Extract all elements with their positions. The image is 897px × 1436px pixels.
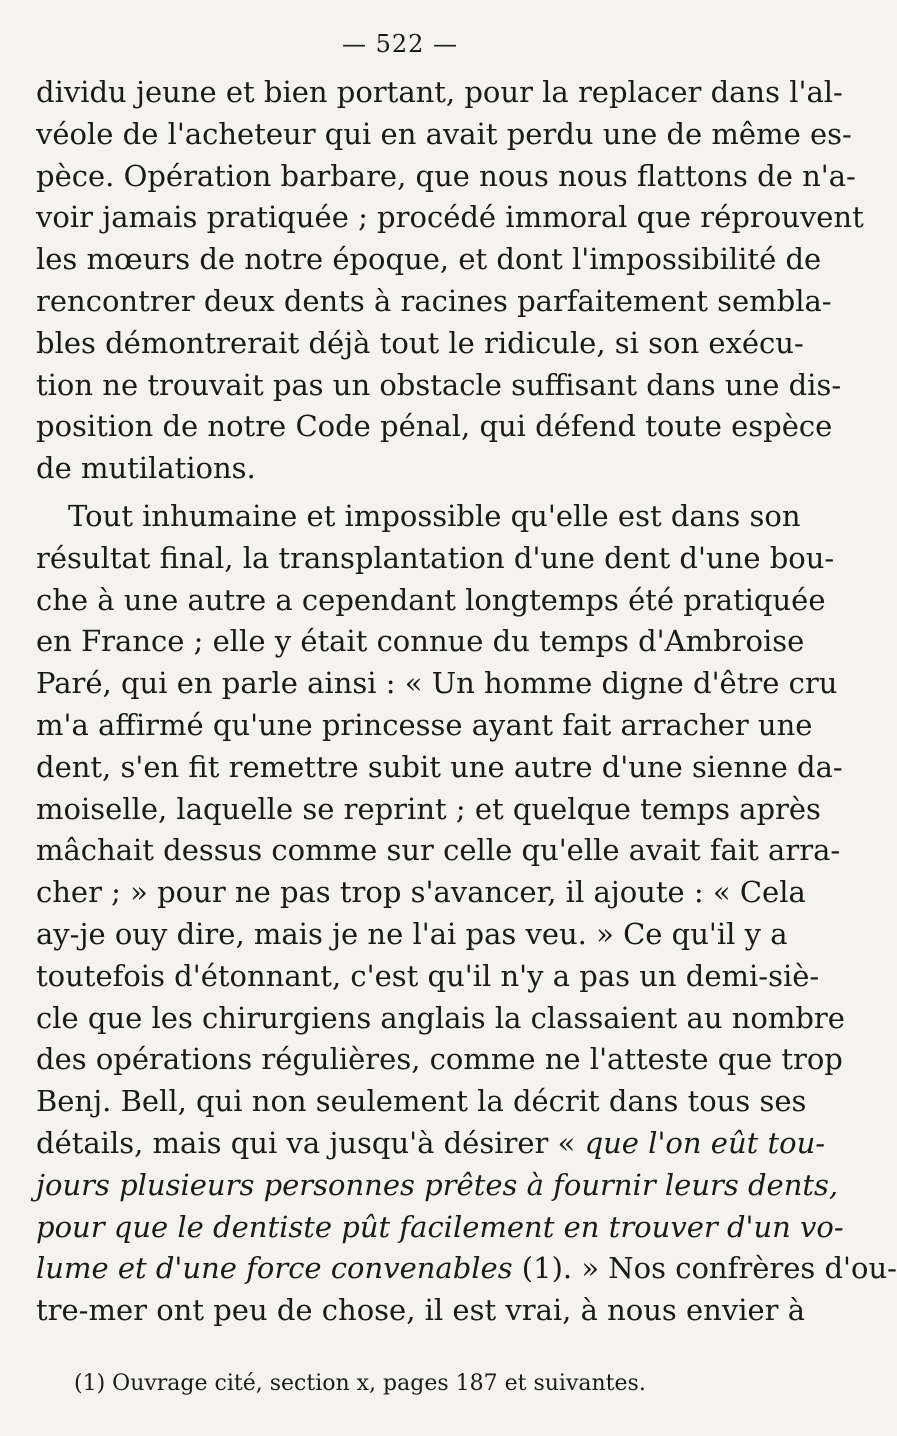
text-line: mâchait dessus comme sur celle qu'elle avait fait arra-: [36, 833, 841, 868]
text-line: voir jamais pratiquée ; procédé immoral que réprouvent: [36, 200, 864, 235]
text-line: toutefois d'étonnant, c'est qu'il n'y a pas un demi-siè-: [36, 958, 820, 993]
text-segment: détails, mais qui va jusqu'à désirer «: [36, 1125, 585, 1160]
text-line: moiselle, laquelle se reprint ; et quelque temps après: [36, 791, 821, 826]
text-line: de mutilations.: [36, 451, 256, 486]
text-line: Tout inhumaine et impossible qu'elle est dans son: [68, 498, 801, 533]
text-line: pèce. Opération barbare, que nous nous flattons de n'a-: [36, 158, 856, 193]
italic-quote: jours plusieurs personnes prêtes à fournir leurs dents,: [36, 1167, 839, 1202]
italic-quote: que l'on eût tou-: [584, 1125, 826, 1160]
text-line: [36, 1123, 826, 1165]
italic-quote: pour que le dentiste pût facilement en trouver d'un vo-: [36, 1209, 844, 1244]
text-line: les mœurs de notre époque, et dont l'impossibilité de: [36, 242, 822, 277]
text-line: dividu jeune et bien portant, pour la replacer dans l'al-: [36, 75, 843, 109]
text-line: [36, 1248, 897, 1290]
italic-quote: lume et d'une force convenables: [36, 1251, 513, 1286]
text-line: des opérations régulières, comme ne l'atteste que trop: [36, 1042, 843, 1077]
text-line: Paré, qui en parle ainsi : « Un homme digne d'être cru: [36, 666, 838, 701]
text-line: cle que les chirurgiens anglais la classaient au nombre: [36, 1000, 845, 1035]
text-segment: Nos confrères d'ou-: [608, 1251, 897, 1286]
text-line: résultat final, la transplantation d'une dent d'une bou-: [36, 540, 835, 575]
page-number: — 522 —: [341, 30, 459, 58]
text-line: cher ; » pour ne pas trop s'avancer, il ajoute : « Cela: [36, 875, 806, 910]
text-line: bles démontrerait déjà tout le ridicule, si son exécu-: [36, 325, 804, 360]
text-line: position de notre Code pénal, qui défend toute espèce: [36, 409, 833, 444]
text-line: ay-je ouy dire, mais je ne l'ai pas veu. » Ce qu'il y a: [36, 916, 788, 951]
text-line: tre-mer ont peu de chose, il est vrai, à nous envier à: [36, 1293, 806, 1328]
text-line: [36, 1165, 839, 1207]
text-line: dent, s'en fit remettre subit une autre d'une sienne da-: [36, 749, 843, 784]
text-line: Benj. Bell, qui non seulement la décrit dans tous ses: [36, 1084, 807, 1119]
text-line: véole de l'acheteur qui en avait perdu une de même es-: [36, 116, 852, 151]
text-line: en France ; elle y était connue du temps d'Ambroise: [36, 624, 805, 659]
text-line: [36, 1207, 844, 1249]
body-text: [36, 72, 897, 1332]
text-line: tion ne trouvait pas un obstacle suffisant dans une dis-: [36, 367, 842, 402]
footnote-reference: (1). »: [512, 1251, 609, 1286]
footnote: (1) Ouvrage cité, section x, pages 187 et suivantes.: [74, 1371, 646, 1396]
text-line: rencontrer deux dents à racines parfaitement sembla-: [36, 283, 832, 318]
text-line: che à une autre a cependant longtemps été pratiquée: [36, 582, 826, 617]
text-line: m'a affirmé qu'une princesse ayant fait arracher une: [36, 707, 813, 742]
